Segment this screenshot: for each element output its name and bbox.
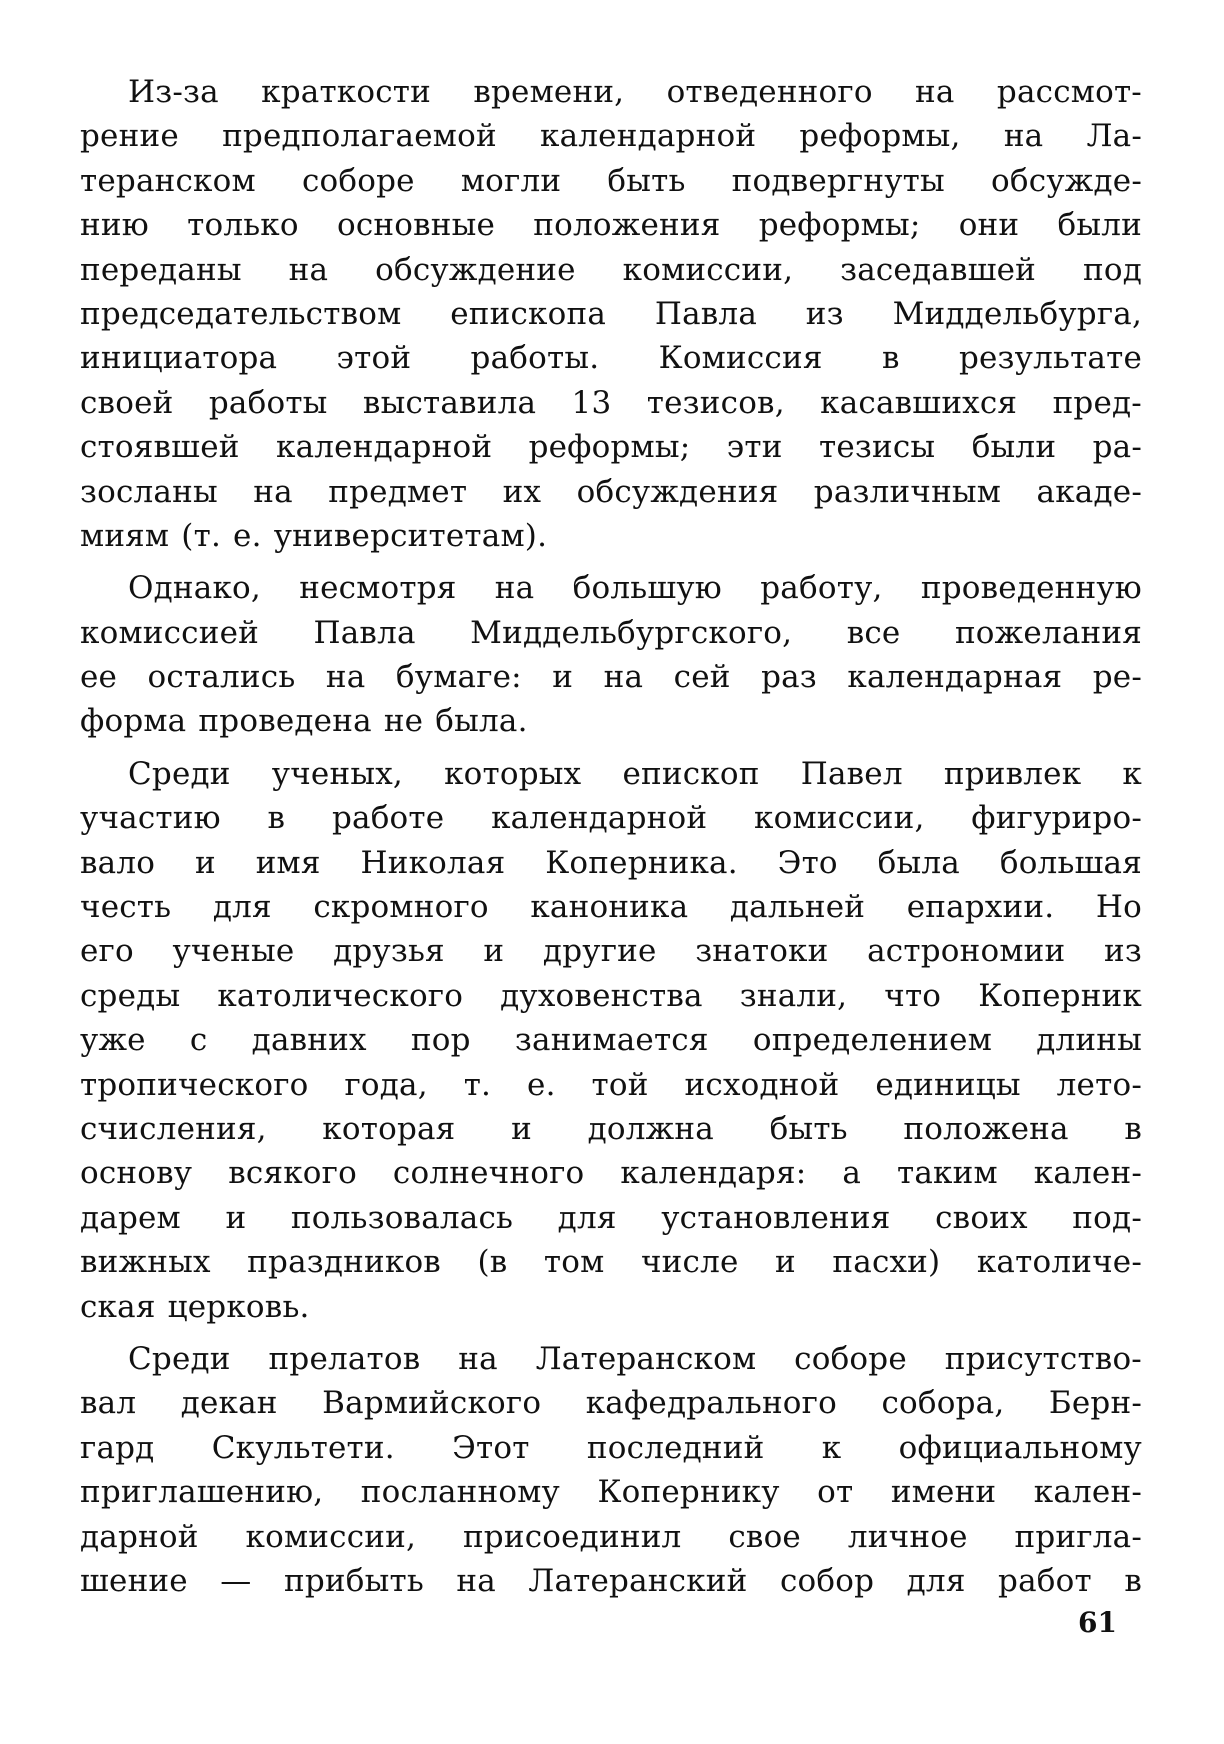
paragraph-3 [80,752,1142,1329]
text-line: миям (т. е. университетам). [80,517,548,554]
page-body [80,70,1142,1603]
paragraph-4 [80,1337,1142,1603]
text-line: среды католического духовенства знали, что Коперник [80,977,1142,1014]
text-line: счисления, которая и должна быть положена в [80,1110,1142,1147]
paragraph-1 [80,70,1142,558]
text-line: ее остались на бумаге: и на сей раз календарная ре- [80,659,1142,696]
text-line: Однако, несмотря на большую работу, проведенную [128,570,1142,607]
paragraph-2 [80,566,1142,744]
text-line: зосланы на предмет их обсуждения различным акаде- [80,473,1142,510]
text-line: Среди ученых, которых епископ Павел привлек к [128,755,1142,792]
text-line: переданы на обсуждение комиссии, заседавшей под [80,251,1142,288]
text-line: шение — прибыть на Латеранский собор для работ в [80,1562,1142,1599]
text-line: форма проведена не была. [80,703,528,740]
text-line: вало и имя Николая Коперника. Это была большая [80,844,1142,881]
text-line: инициатора этой работы. Комиссия в результате [80,340,1142,377]
text-line: Среди прелатов на Латеранском соборе присутство- [128,1340,1142,1377]
text-line: честь для скромного каноника дальней епархии. Но [80,889,1142,926]
text-line: рение предполагаемой календарной реформы, на Ла- [80,118,1142,155]
text-line: вижных праздников (в том числе и пасхи) католиче- [80,1244,1142,1281]
text-line: дарем и пользовалась для установления своих под- [80,1199,1142,1236]
text-line: своей работы выставила 13 тезисов, касавшихся пред- [80,384,1142,421]
text-line: ская церковь. [80,1288,310,1325]
text-line: приглашению, посланному Копернику от имени кален- [80,1474,1142,1511]
text-line: теранском соборе могли быть подвергнуты обсужде- [80,162,1142,199]
text-line: председательством епископа Павла из Миддельбурга, [80,295,1142,332]
text-line: дарной комиссии, присоединил свое личное пригла- [80,1518,1142,1555]
text-line: его ученые друзья и другие знатоки астрономии из [80,933,1142,970]
text-line: основу всякого солнечного календаря: а таким кален- [80,1155,1142,1192]
text-line: стоявшей календарной реформы; эти тезисы были ра- [80,429,1142,466]
text-line: тропического года, т. е. той исходной единицы лето- [80,1066,1142,1103]
text-line: комиссией Павла Миддельбургского, все пожелания [80,614,1142,651]
text-line: участию в работе календарной комиссии, фигуриро- [80,800,1142,837]
text-line: нию только основные положения реформы; они были [80,207,1142,244]
page-number: 61 [1078,1606,1117,1639]
text-line: уже с давних пор занимается определением длины [80,1022,1142,1059]
text-line: вал декан Вармийского кафедрального собора, Берн- [80,1385,1142,1422]
text-line: гард Скультети. Этот последний к официальному [80,1429,1142,1466]
text-line: Из-за краткости времени, отведенного на рассмот- [128,74,1142,110]
